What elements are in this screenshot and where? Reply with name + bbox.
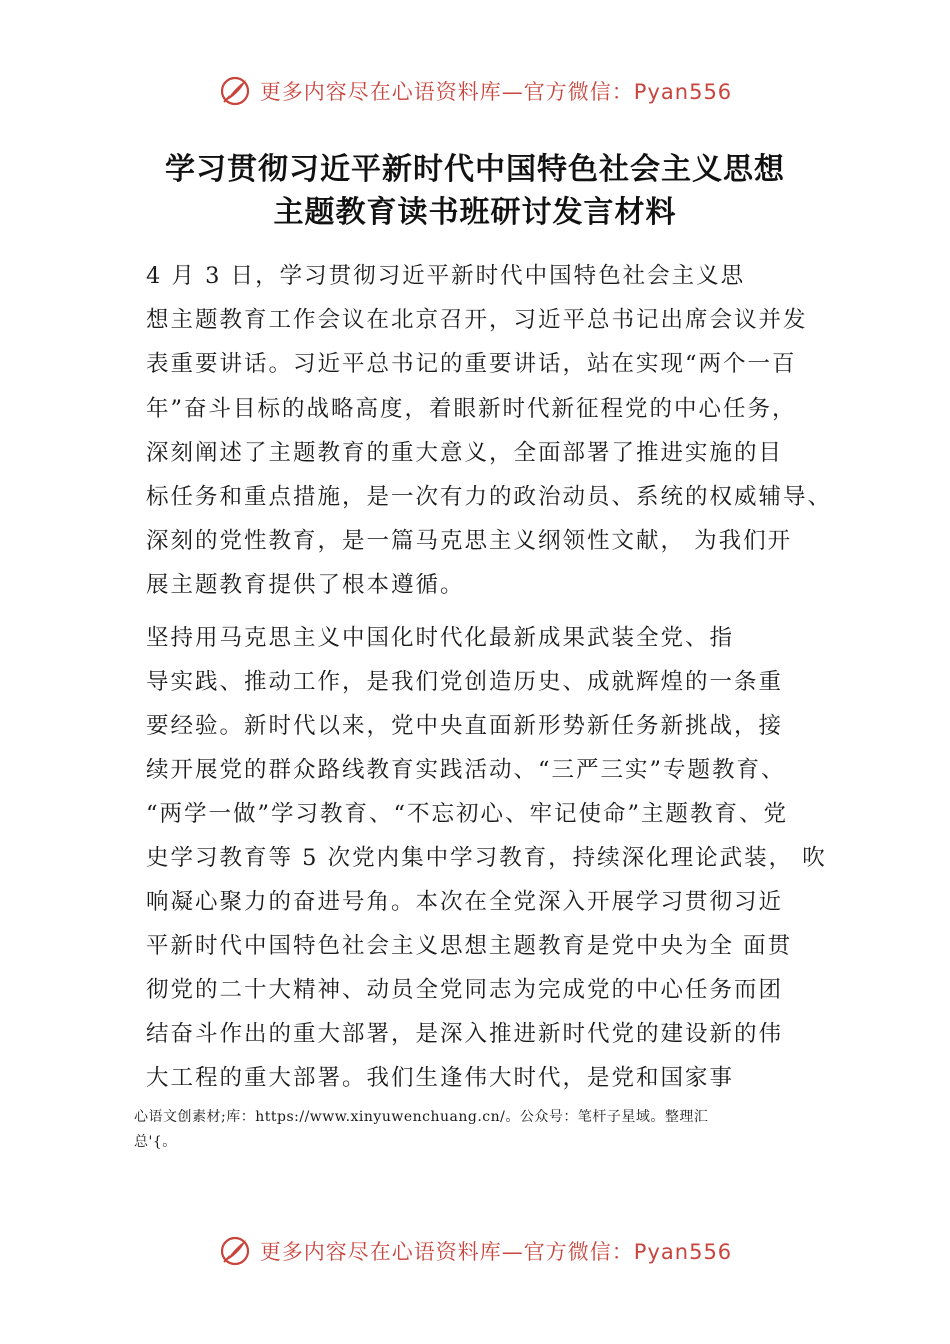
body-line: 标任务和重点措施，是一次有力的政治动员、系统的权威辅导、 bbox=[146, 484, 833, 510]
document-title-line2: 主题教育读书班研讨发言材料 bbox=[273, 195, 677, 230]
feather-logo-icon bbox=[218, 1234, 252, 1268]
footnote-line2: 总'{。 bbox=[134, 1134, 177, 1150]
feather-logo-icon bbox=[218, 74, 252, 108]
body-line: 结奋斗作出的重大部署，是深入推进新时代党的建设新的伟 bbox=[146, 1021, 784, 1047]
body-line: 大工程的重大部署。我们生逢伟大时代，是党和国家事 bbox=[146, 1065, 735, 1091]
body-line: 4 月 3 日，学习贯彻习近平新时代中国特色社会主义思 bbox=[146, 263, 746, 289]
body-line: 深刻的党性教育，是一篇马克思主义纲领性文献， 为我们开 bbox=[146, 528, 793, 554]
body-line: 坚持用马克思主义中国化时代化最新成果武装全党、指 bbox=[146, 625, 735, 651]
footer-banner bbox=[0, 1234, 950, 1268]
body-line: 响凝心聚力的奋进号角。本次在全党深入开展学习贯彻习近 bbox=[146, 889, 784, 915]
body-line: 表重要讲话。习近平总书记的重要讲话，站在实现“两个一百 bbox=[146, 351, 797, 377]
banner-text: 更多内容尽在心语资料库—官方微信：Pyan556 bbox=[259, 80, 733, 104]
body-line: 深刻阐述了主题教育的重大意义，全面部署了推进实施的目 bbox=[146, 440, 784, 466]
body-line: 导实践、推动工作，是我们党创造历史、成就辉煌的一条重 bbox=[146, 669, 784, 695]
body-line: 想主题教育工作会议在北京召开，习近平总书记出席会议并发 bbox=[146, 307, 808, 333]
body-line: 彻党的二十大精神、动员全党同志为完成党的中心任务而团 bbox=[146, 977, 784, 1003]
body-line: 要经验。新时代以来，党中央直面新形势新任务新挑战，接 bbox=[146, 713, 784, 739]
header-banner bbox=[0, 74, 950, 108]
banner-text: 更多内容尽在心语资料库—官方微信：Pyan556 bbox=[259, 1240, 733, 1264]
body-line: 史学习教育等 5 次党内集中学习教育，持续深化理论武装， 吹 bbox=[146, 845, 827, 871]
body-line: 展主题教育提供了根本遵循。 bbox=[146, 572, 465, 598]
body-line: “两学一做”学习教育、“不忘初心、牢记使命”主题教育、党 bbox=[146, 801, 789, 827]
body-line: 平新时代中国特色社会主义思想主题教育是党中央为全 面贯 bbox=[146, 933, 793, 959]
footnote-line1: 心语文创素材;库：https://www.xinyuwenchuang.cn/。公众号：笔杆子星域。整理汇 bbox=[134, 1109, 709, 1125]
body-line: 年”奋斗目标的战略高度，着眼新时代新征程党的中心任务， bbox=[146, 396, 797, 422]
body-line: 续开展党的群众路线教育实践活动、“三严三实”专题教育、 bbox=[146, 757, 786, 783]
document-title-line1: 学习贯彻习近平新时代中国特色社会主义思想 bbox=[165, 152, 785, 187]
